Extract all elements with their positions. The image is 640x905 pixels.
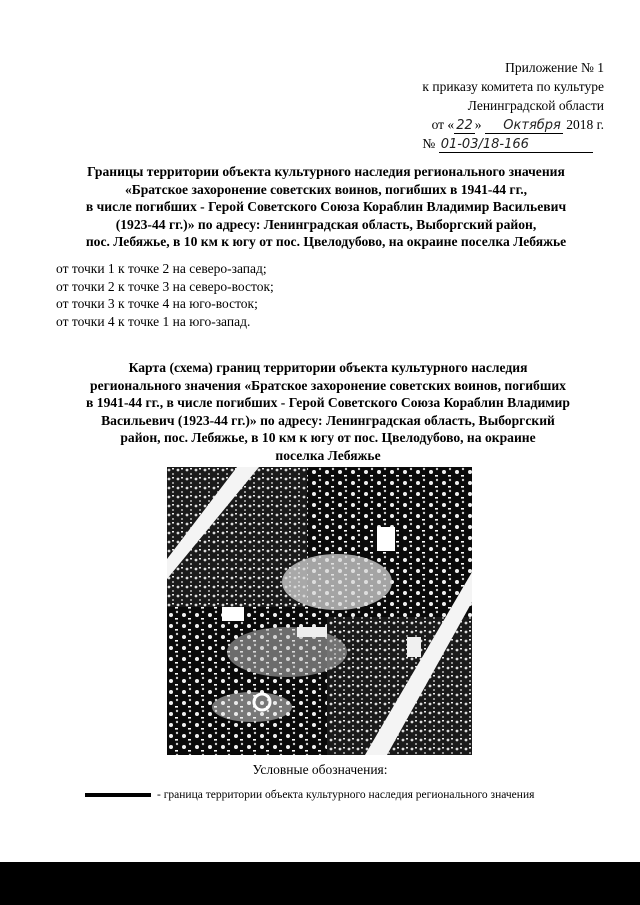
point-item: от точки 1 к точке 2 на северо-запад; [56, 261, 267, 276]
title-line: (1923-44 гг.)» по адресу: Ленинградская область, Выборгский район, [115, 216, 537, 232]
point-item: от точки 4 к точке 1 на юго-запад. [56, 313, 251, 329]
handwritten-day: 22 [456, 118, 473, 133]
date-year: 2018 г. [566, 117, 604, 132]
boundary-points-list [56, 260, 274, 330]
handwritten-number: 01-03/18-166 [439, 137, 593, 153]
point-item: от точки 2 к точке 3 на северо-восток; [56, 278, 274, 294]
map-title-line: в 1941-44 гг., в числе погибших - Герой Советского Союза Кораблин Владимир [86, 395, 570, 411]
appendix-number-line [422, 134, 604, 153]
number-label: № [422, 136, 436, 151]
scan-bottom-band [0, 862, 640, 905]
point-item: от точки 3 к точке 4 на юго-восток; [56, 296, 258, 311]
appendix-date-line [422, 115, 604, 134]
boundary-line-symbol [85, 793, 151, 797]
title-line: Границы территории объекта культурного наследия регионального значения [87, 164, 565, 179]
title-line: пос. Лебяжье, в 10 км к югу от пос. Цвелодубово, на окраине поселка Лебяжье [85, 234, 567, 249]
date-prefix: от « [431, 117, 455, 132]
appendix-line-1: Приложение № 1 [505, 60, 604, 75]
appendix-line-2: к приказу комитета по культуре [422, 79, 604, 94]
appendix-line-3: Ленинградской области [467, 98, 604, 113]
map-title-line: Васильевич (1923-44 гг.)» по адресу: Ленинградская область, Выборгский [101, 412, 555, 428]
legend-item-label: - граница территории объекта культурного наследия регионального значения [157, 789, 535, 801]
boundaries-title [40, 163, 612, 251]
legend-item [85, 789, 534, 801]
appendix-header [422, 58, 604, 153]
handwritten-month: Октября [485, 118, 563, 134]
map-title-line: поселка Лебяжье [275, 447, 381, 463]
title-line: в числе погибших - Герой Советского Союза Кораблин Владимир Васильевич [85, 199, 567, 214]
aerial-map-image [167, 467, 472, 755]
aerial-photo-svg [167, 467, 472, 755]
map-title [58, 359, 598, 465]
title-line: «Братское захоронение советских воинов, погибших в 1941-44 гг., [124, 181, 528, 197]
legend-title: Условные обозначения: [252, 762, 388, 777]
date-mid: » [474, 117, 482, 132]
map-title-line: регионального значения «Братское захоронение советских воинов, погибших [90, 377, 566, 393]
map-title-line: Карта (схема) границ территории объекта культурного наследия [128, 360, 528, 375]
map-title-line: район, пос. Лебяжье, в 10 км к югу от пос. Цвелодубово, на окраине [120, 430, 536, 446]
